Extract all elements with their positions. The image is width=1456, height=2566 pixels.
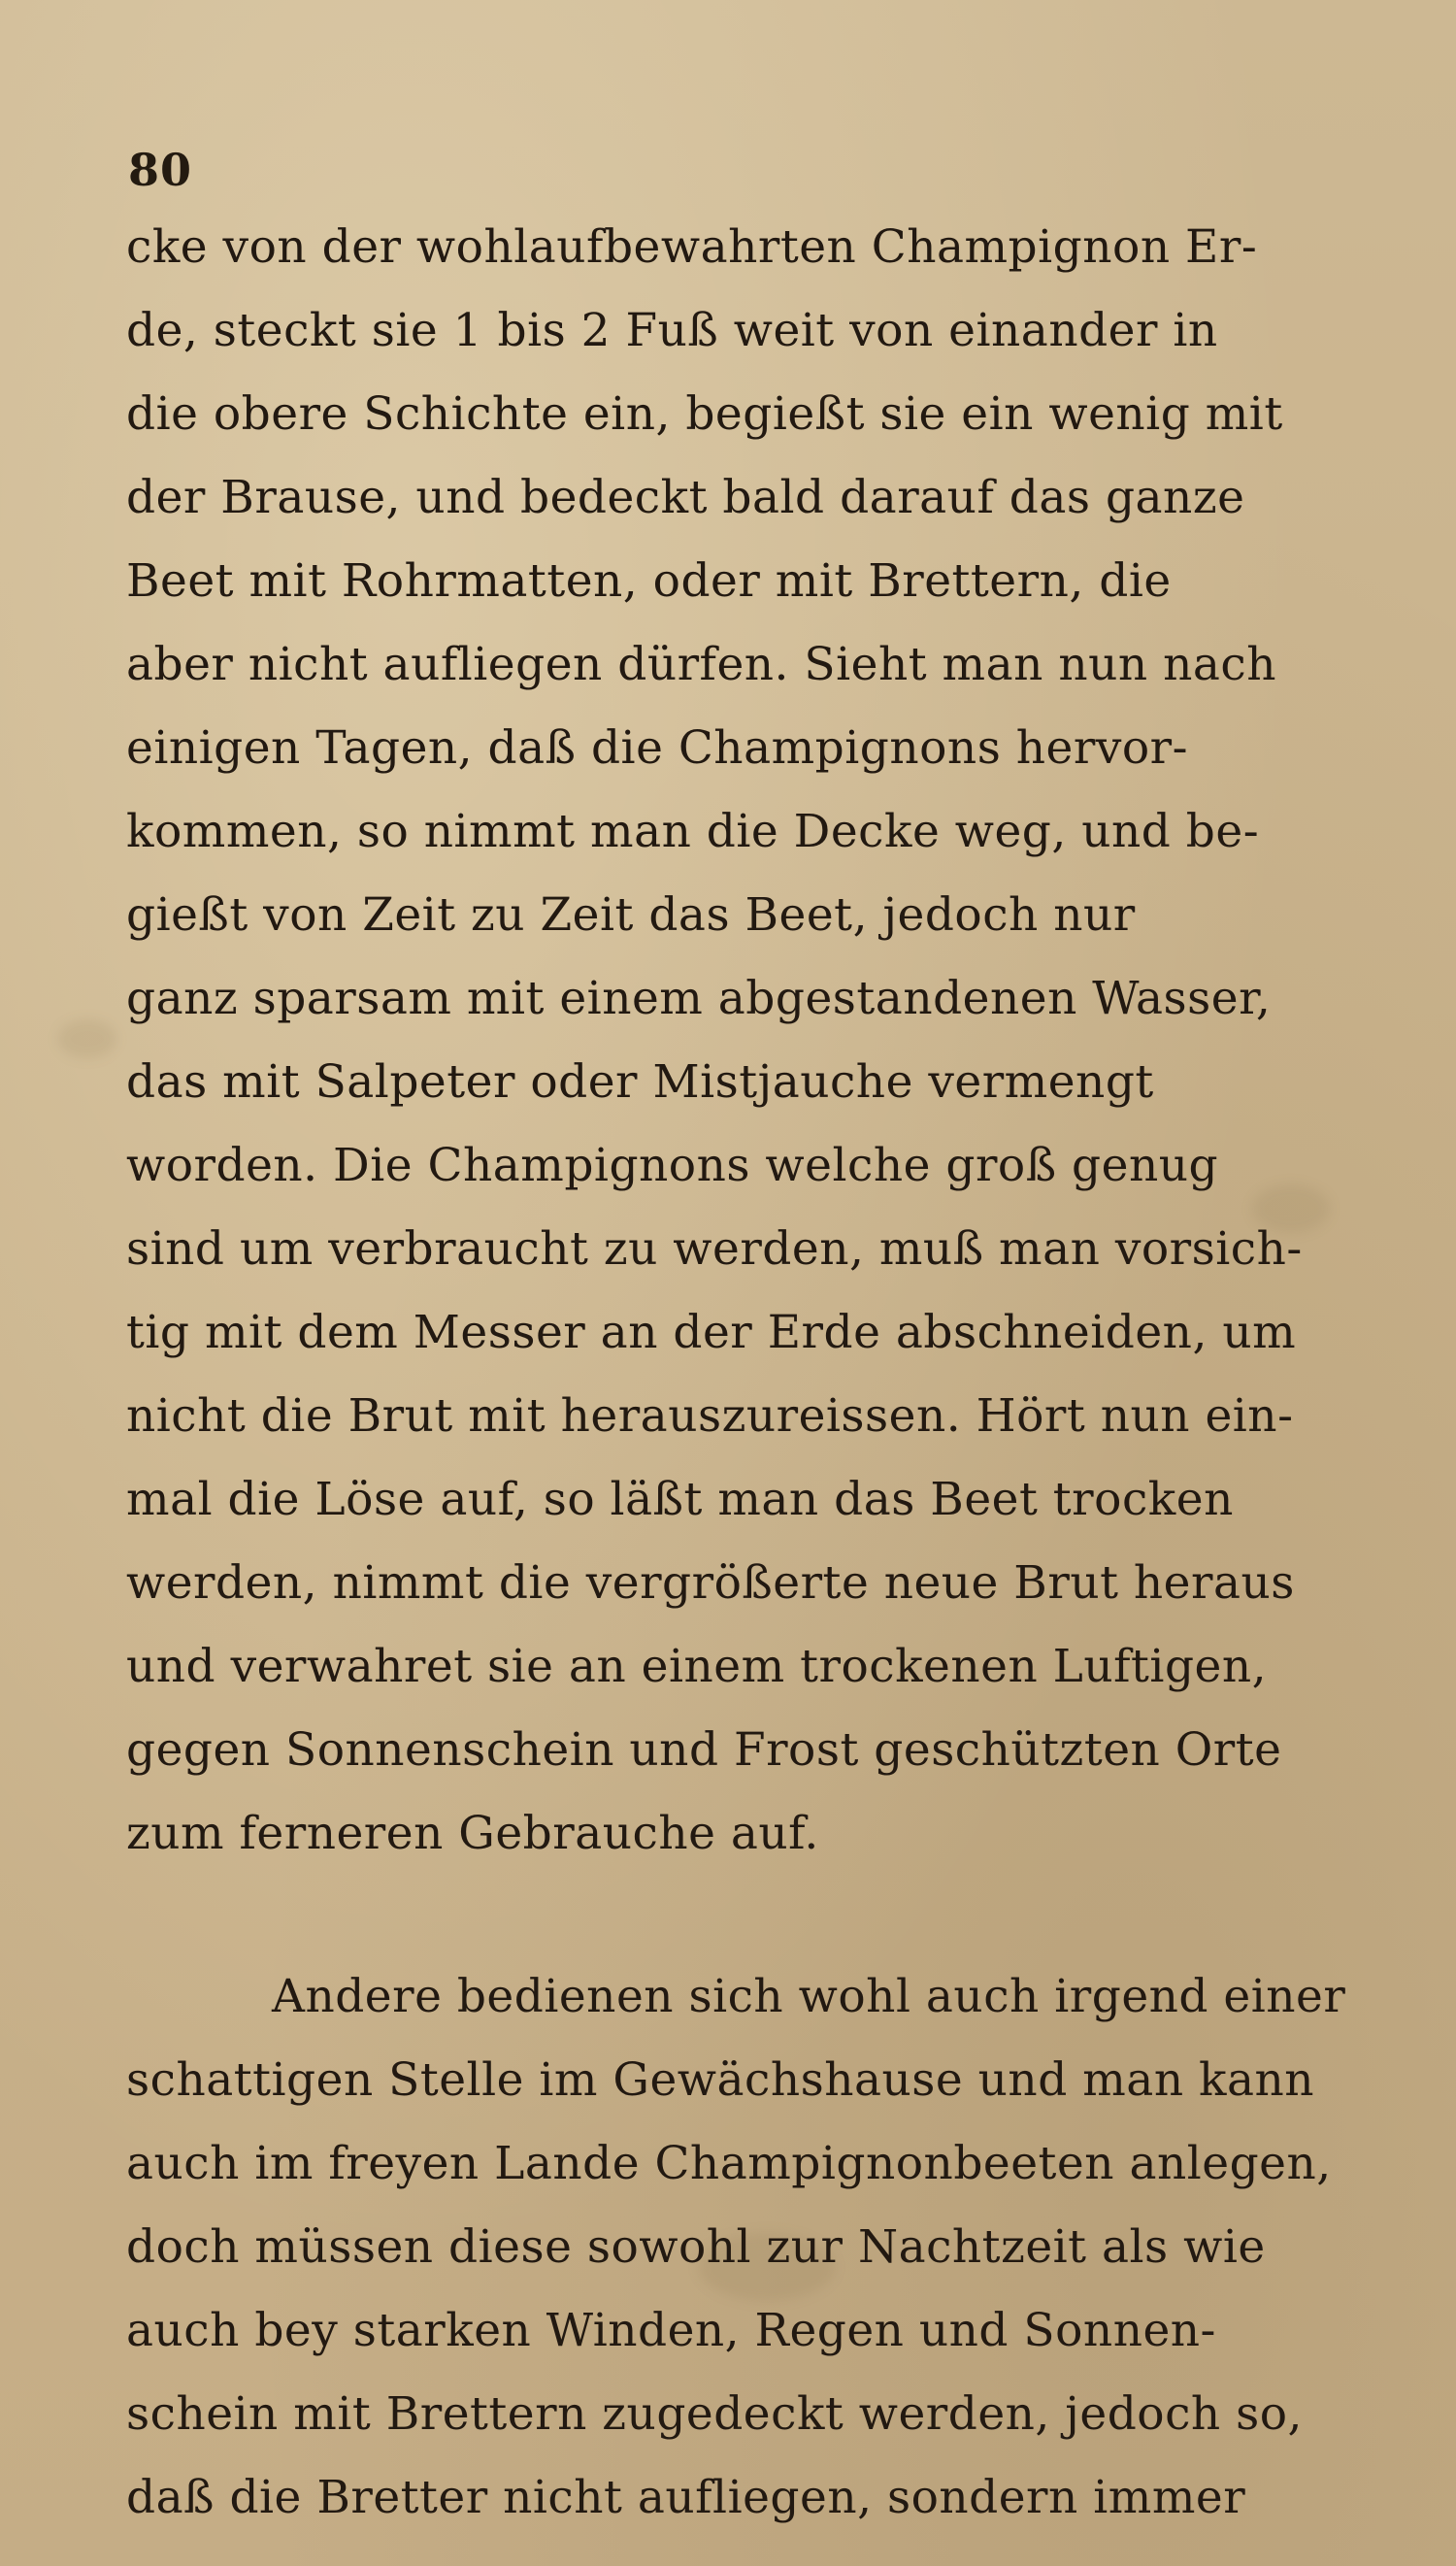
text-line: kommen, so nimmt man die Decke weg, und be- [126,805,1260,858]
text-line: die obere Schichte ein, begießt sie ein wenig mit [126,387,1283,441]
text-line: sind um verbraucht zu werden, muß man vorsich- [126,1222,1303,1276]
paragraph-spacer [126,1876,1359,1955]
text-line: gießt von Zeit zu Zeit das Beet, jedoch nur [126,888,1136,942]
text-line: einigen Tagen, daß die Champignons hervor- [126,721,1189,775]
text-line: ganz sparsam mit einem abgestandenen Wasser, [126,972,1272,1025]
text-line: das mit Salpeter oder Mistjauche vermengt [126,1055,1154,1109]
text-line: cke von der wohlaufbewahrten Champignon Er- [126,220,1258,274]
text-line: mal die Löse auf, so läßt man das Beet trocken [126,1473,1234,1526]
text-line: und verwahret sie an einem trockenen Luftigen, [126,1640,1268,1693]
text-line: aber nicht aufliegen dürfen. Sieht man nun nach [126,638,1276,691]
text-line: schein mit Brettern zugedeckt werden, jedoch so, [126,2387,1303,2441]
body-text [126,206,1359,2540]
text-line: schattigen Stelle im Gewächshause und man kann [126,2053,1315,2107]
text-line: der Brause, und bedeckt bald darauf das ganze [126,471,1245,524]
text-line: gegen Sonnenschein und Frost geschützten Orte [126,1723,1282,1777]
text-line: auch im freyen Lande Champignonbeeten anlegen, [126,2137,1332,2190]
text-line: worden. Die Champignons welche groß genug [126,1139,1219,1192]
text-line: nicht die Brut mit herauszureissen. Hört nun ein- [126,1389,1294,1443]
paragraph [126,1955,1359,2540]
text-line: tig mit dem Messer an der Erde abschneiden, um [126,1306,1297,1359]
text-line: doch müssen diese sowohl zur Nachtzeit als wie [126,2220,1266,2274]
text-line: zum ferneren Gebrauche auf. [126,1807,819,1860]
page-number: 80 [128,144,193,196]
paper-stain [58,1019,116,1058]
text-line: daß die Bretter nicht aufliegen, sondern immer [126,2471,1246,2524]
text-line: Beet mit Rohrmatten, oder mit Brettern, die [126,554,1172,608]
text-line: werden, nimmt die vergrößerte neue Brut heraus [126,1556,1295,1610]
paragraph [126,206,1359,1876]
text-line: de, steckt sie 1 bis 2 Fuß weit von einander in [126,304,1218,357]
text-line: auch bey starken Winden, Regen und Sonnen- [126,2304,1216,2357]
text-line: Andere bedienen sich wohl auch irgend einer [272,1970,1346,2023]
